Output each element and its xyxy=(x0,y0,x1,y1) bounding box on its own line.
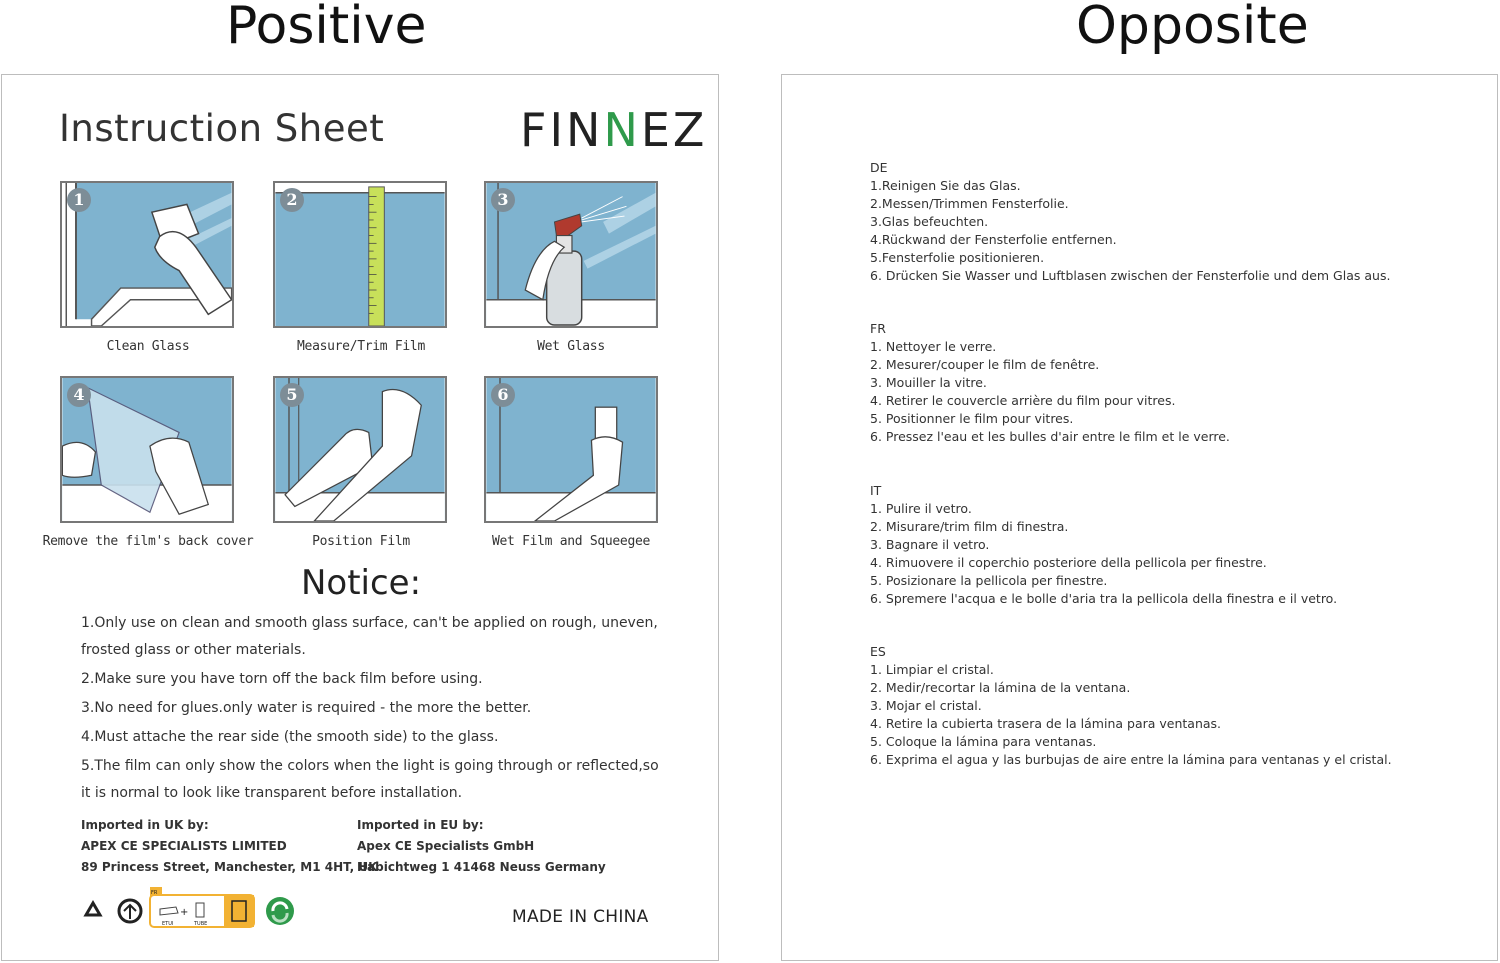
step-1-caption: Clean Glass xyxy=(106,339,190,354)
lang-block-es xyxy=(870,643,1392,769)
notice-list xyxy=(81,610,661,809)
triman-icon xyxy=(119,900,141,922)
lang-line: 3. Mojar el cristal. xyxy=(870,698,982,713)
notice-item: 3.No need for glues.only water is required - the more the better. xyxy=(81,700,532,716)
step-2-caption: Measure/Trim Film xyxy=(297,339,425,354)
notice-item: 4.Must attache the rear side (the smooth side) to the glass. xyxy=(81,729,499,745)
sheet-heading: Instruction Sheet xyxy=(59,107,385,150)
lang-code: IT xyxy=(870,483,882,498)
step-4-caption: Remove the film's back cover xyxy=(42,534,254,549)
lang-line: 6. Pressez l'eau et les bulles d'air entre le film et le verre. xyxy=(870,429,1230,444)
lang-line: 2. Mesurer/couper le film de fenêtre. xyxy=(870,357,1100,372)
recycle-icon xyxy=(83,900,103,920)
lang-line: 2. Medir/recortar la lámina de la ventana. xyxy=(870,680,1131,695)
step-number: 3 xyxy=(491,188,515,212)
step-1-illustration xyxy=(60,181,234,328)
recycling-symbols xyxy=(80,887,300,929)
lang-block-it xyxy=(870,482,1337,608)
green-dot-icon xyxy=(266,897,294,925)
step-number: 1 xyxy=(67,188,91,212)
lang-line: 3. Mouiller la vitre. xyxy=(870,375,987,390)
lang-line: 1. Limpiar el cristal. xyxy=(870,662,994,677)
step-6-illustration xyxy=(484,376,658,523)
notice-title: Notice: xyxy=(300,563,422,603)
notice-item: 5.The film can only show the colors when the light is going through or reflected,so it is normal to look like transparent before installation. xyxy=(81,758,659,801)
lang-line: 6. Drücken Sie Wasser und Luftblasen zwischen der Fensterfolie und dem Glas aus. xyxy=(870,268,1391,283)
info-tri-badge xyxy=(150,887,254,927)
lang-line: 4. Retire la cubierta trasera de la lámina para ventanas. xyxy=(870,716,1222,731)
lang-line: 4. Rimuovere il coperchio posteriore della pellicola per finestre. xyxy=(870,555,1267,570)
lang-block-fr xyxy=(870,320,1230,446)
step-3-caption: Wet Glass xyxy=(537,339,605,354)
importer-uk: Imported in UK by: APEX CE SPECIALISTS LIMITED 89 Princess Street, Manchester, M1 4HT, UK xyxy=(81,818,378,874)
lang-line: 5. Posizionare la pellicola per finestre. xyxy=(870,573,1108,588)
lang-line: 3. Bagnare il vetro. xyxy=(870,537,990,552)
lang-line: 1.Reinigen Sie das Glas. xyxy=(870,178,1021,193)
lang-line: 4. Retirer le couvercle arrière du film pour vitres. xyxy=(870,393,1176,408)
lang-block-de xyxy=(870,159,1390,285)
lang-line: 1. Nettoyer le verre. xyxy=(870,339,997,354)
step-number: 2 xyxy=(280,188,304,212)
lang-code: FR xyxy=(870,321,886,336)
step-4-illustration xyxy=(60,376,234,523)
svg-text:+: + xyxy=(180,907,189,918)
lang-line: 4.Rückwand der Fensterfolie entfernen. xyxy=(870,232,1117,247)
step-number: 4 xyxy=(67,383,91,407)
lang-code: DE xyxy=(870,160,888,175)
lang-line: 2. Misurare/trim film di finestra. xyxy=(870,519,1069,534)
notice-item: 1.Only use on clean and smooth glass surface, can't be applied on rough, uneven, frosted glass or other materials. xyxy=(81,615,658,658)
made-in-label: MADE IN CHINA xyxy=(512,907,649,927)
notice-item: 2.Make sure you have torn off the back film before using. xyxy=(81,671,483,687)
lang-line: 6. Exprima el agua y las burbujas de aire entre la lámina para ventanas y el cristal. xyxy=(870,752,1392,767)
step-6-caption: Wet Film and Squeegee xyxy=(491,534,651,549)
step-number: 6 xyxy=(491,383,515,407)
lang-line: 5. Coloque la lámina para ventanas. xyxy=(870,734,1097,749)
lang-line: 5.Fensterfolie positionieren. xyxy=(870,250,1045,265)
step-3-illustration xyxy=(484,181,658,328)
step-5-caption: Position Film xyxy=(312,534,410,549)
svg-text:TUBE: TUBE xyxy=(194,921,208,927)
lang-line: 5. Positionner le film pour vitres. xyxy=(870,411,1074,426)
instruction-sheet-front xyxy=(1,74,719,961)
lang-line: 6. Spremere l'acqua e le bolle d'aria tra la pellicola della finestra e il vetro. xyxy=(870,591,1338,606)
svg-text:ETUI: ETUI xyxy=(162,921,174,927)
positive-title: Positive xyxy=(226,0,427,56)
lang-line: 2.Messen/Trimmen Fensterfolie. xyxy=(870,196,1069,211)
lang-code: ES xyxy=(870,644,886,659)
opposite-title: Opposite xyxy=(1076,0,1309,56)
step-5-illustration xyxy=(273,376,447,523)
brand-logo: FINNEZ xyxy=(520,103,708,157)
lang-line: 1. Pulire il vetro. xyxy=(870,501,972,516)
step-number: 5 xyxy=(280,383,304,407)
step-2-illustration xyxy=(273,181,447,328)
importer-eu: Imported in EU by: Apex CE Specialists GmbH Habichtweg 1 41468 Neuss Germany xyxy=(357,818,606,874)
svg-text:FR: FR xyxy=(151,890,158,896)
instruction-sheet-back xyxy=(781,74,1498,961)
lang-line: 3.Glas befeuchten. xyxy=(870,214,989,229)
